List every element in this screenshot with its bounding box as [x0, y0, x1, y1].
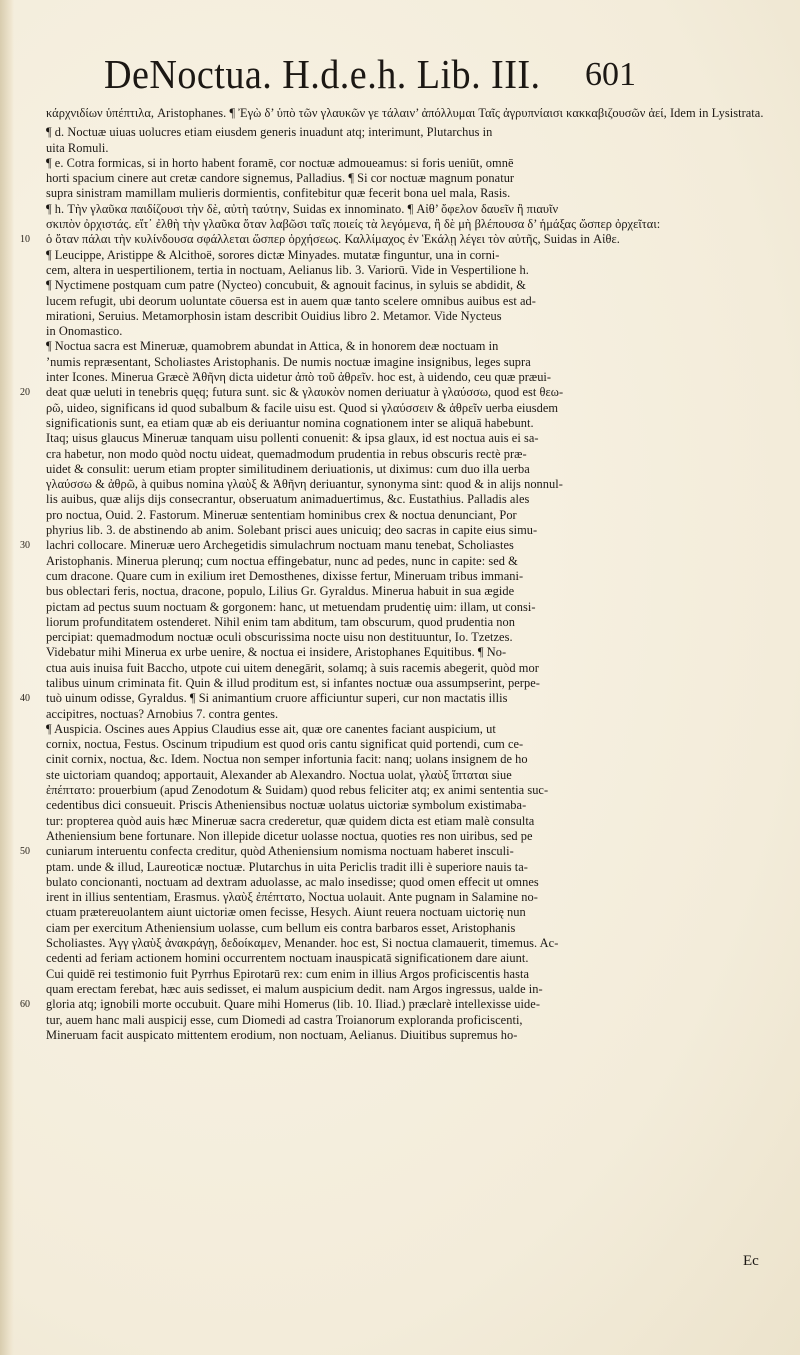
line-text: deat quæ ueluti in tenebris quęq; futura sunt. sic & γλαυκὸν nomen deriuatur à γλαύσσω, quod est θεω-: [46, 385, 564, 400]
line-text: cedenti ad feriam actionem homini occurrentem noctuam inauspicatā significationem dare aiunt.: [46, 951, 529, 966]
line-text: cornix, noctua, Festus. Oscinum tripudium est quod oris cantu significat quid portendi, cum ce-: [46, 737, 524, 752]
text-line: [20, 691, 780, 706]
line-text: gloria atq; ignobili morte occubuit. Quare mihi Homerus (lib. 10. Iliad.) præclarè intellexisse uide-: [46, 997, 541, 1012]
line-text: tuò uinum odisse, Gyraldus. ¶ Si animantium cruore afficiuntur superi, cur non mactatis illis: [46, 691, 508, 706]
text-line: [20, 600, 780, 615]
text-line: [20, 951, 780, 966]
text-line: [20, 202, 780, 217]
text-line: [20, 967, 780, 982]
text-line: [20, 401, 780, 416]
line-text: ctuam prætereuolantem aiunt uictoriæ omen fecisse, Hesych. Aiunt reuera noctuam uictorię nun: [46, 905, 526, 920]
text-line: [20, 263, 780, 278]
text-line: [20, 783, 780, 798]
text-line: [20, 1013, 780, 1028]
text-line: [20, 217, 780, 232]
text-line: [20, 707, 780, 722]
text-line: [20, 324, 780, 339]
text-line: [20, 508, 780, 523]
text-line: [20, 936, 780, 951]
line-text: ste uictoriam quandoq; apportauit, Alexander ab Alexandro. Noctua uolat, γλαὺξ ἵπταται siue: [46, 767, 512, 782]
margin-line-number: 30: [20, 540, 31, 552]
text-line: [20, 355, 780, 370]
line-text: ’numis repræsentant, Scholiastes Aristophanis. De numis noctuæ imagine insignibus, leges supra: [46, 354, 531, 369]
line-text: ἐπέπτατο: prouerbium (apud Zenodotum & Suidam) quod rebus feliciter atq; ex animi sententia suc-: [46, 783, 549, 798]
line-text: lachri collocare. Mineruæ uero Archegetidis simulachrum noctuam manu tenebat, Scholiastes: [46, 538, 514, 553]
text-line: [20, 860, 780, 875]
line-text: tur, auem hanc mali auspicij esse, cum Diomedi ad castra Troianorum exploranda proficiscenti,: [46, 1012, 523, 1027]
line-text: talibus uinum criminata fit. Quin & illud proditum est, si infantes noctuæ oua assumpserint, perpe-: [46, 675, 540, 690]
text-line: [20, 844, 780, 859]
line-text: cra habetur, non modo quòd noctu uideat, quemadmodum prudentia in rebus obscuris rectè præ-: [46, 446, 527, 461]
text-line: [20, 339, 780, 354]
text-line: [20, 248, 780, 263]
text-line: [20, 615, 780, 630]
text-line: [20, 997, 780, 1012]
line-text: lucem refugit, ubi deorum uoluntate cōuersa est in auem quæ tanto scelere omnibus auibus est ad-: [46, 293, 536, 308]
text-line: [20, 829, 780, 844]
line-text: irent in illius sententiam, Erasmus. γλαὺξ ἐπέπτατο, Noctua uolauit. Ante pugnam in Salamine no-: [46, 890, 538, 905]
text-line: [20, 584, 780, 599]
text-line: [20, 645, 780, 660]
text-line: [20, 462, 780, 477]
line-text: γλαύσσω & ἀθρῶ, à quibus nomina γλαὺξ & Ἀθῆνη deriuantur, synonyma sint: quod & in alijs nonnul-: [46, 477, 563, 492]
line-text: cinit cornix, noctua, &c. Idem. Noctua non semper infortunia facit: nanq; uolans insignem de ho: [46, 752, 528, 767]
text-line: [20, 921, 780, 936]
page-gutter-shadow: [0, 0, 14, 1355]
line-text: Mineruam facit auspicato mittentem erodium, non noctuam, Aelianus. Diuitibus supremus ho-: [46, 1027, 518, 1042]
text-line: [20, 186, 780, 201]
text-line: [20, 492, 780, 507]
line-text: ciam per exercitum Atheniensium uolasse, cum bellum eis contra barbaros esset, Aristophanis: [46, 920, 516, 935]
line-text: in Onomastico.: [46, 324, 123, 339]
line-text: liorum profunditatem ostenderet. Nihil enim tam abditum, tam obscurum, quod prudentia non: [46, 614, 516, 629]
text-line: [20, 156, 780, 171]
text-line: [20, 141, 780, 156]
text-line: [20, 385, 780, 400]
text-line: [20, 294, 780, 309]
line-text: cuniarum interuentu confecta creditur, quòd Atheniensium nomisma noctuam haberet insculi-: [46, 844, 514, 859]
text-line: [20, 1028, 780, 1043]
line-text: phyrius lib. 3. de abstinendo ab anim. Solebant prisci aues unicuiq; deo sacras in capite eius simu-: [46, 523, 538, 538]
text-line: [20, 630, 780, 645]
line-text: tur: propterea quòd auis hæc Mineruæ sacra crederetur, quæ quidem dicta est etiam malè consulta: [46, 813, 535, 828]
line-text: σκιπὸν ὀρχιστάς. εἴτ᾽ ἐλθὴ τὴν γλαῦκα ὅταν λαβῶσι ταῖς ποιείς τὰ λεγόμενα, ἢ δὲ μὴ βλέπουσα δ’ ἡμάξας ὥσπερ ὀρχεῖται:: [46, 217, 661, 232]
line-text: ¶ Noctua sacra est Mineruæ, quamobrem abundat in Attica, & in honorem deæ noctuam in: [46, 339, 499, 354]
margin-line-number: 50: [20, 846, 31, 858]
text-line: [20, 125, 780, 140]
line-text: ¶ h. Τὴν γλαῦκα παιδίζουσι τὴν δὲ, αὐτὴ ταύτην, Suidas ex innominato. ¶ Αἰθ’ ὄφελον δαυεῖν ἢ πιαυῖν: [46, 201, 559, 216]
text-line: [20, 106, 780, 121]
page-header: [104, 50, 664, 110]
text-line: [20, 171, 780, 186]
line-text: Cui quidē rei testimonio fuit Pyrrhus Epirotarū rex: cum enim in illius Argos proficiscentis hasta: [46, 966, 530, 981]
text-line: [20, 737, 780, 752]
text-line: [20, 890, 780, 905]
text-line: [20, 447, 780, 462]
line-text: uita Romuli.: [46, 140, 109, 155]
text-line: [20, 416, 780, 431]
line-text: ὁ ὅταν πάλαι τὴν κυλίνδουσα σφάλλεται ὥσπερ ὀρχήσεως. Καλλίμαχος ἐν Ἑκάλῃ λέγει τὸν αὐτῆς, Suidas in Αἰθε.: [46, 232, 620, 247]
page-number: 601: [585, 56, 636, 93]
text-line: [20, 477, 780, 492]
text-line: [20, 554, 780, 569]
line-text: cem, altera in uespertilionem, tertia in noctuam, Aelianus lib. 3. Variorū. Vide in Vespertilione h.: [46, 262, 529, 277]
catchword: Ec: [743, 1253, 759, 1269]
line-text: supra sinistram mamillam mulieris dormientis, confitebitur quæ fecerit bona uel mala, Rasis.: [46, 186, 511, 201]
text-line: [20, 431, 780, 446]
text-line: [20, 905, 780, 920]
running-title: DeNoctua. H.d.e.h. Lib. III.: [104, 51, 541, 97]
text-line: [20, 661, 780, 676]
line-text: Aristophanis. Minerua plerunq; cum noctua effingebatur, nunc ad pedes, nunc in capite: sed &: [46, 553, 518, 568]
line-text: mirationi, Seruius. Metamorphosin istam describit Ouidius libro 2. Metamor. Vide Nycteus: [46, 308, 502, 323]
margin-line-number: 60: [20, 999, 31, 1011]
line-text: significationis sunt, ea etiam quæ ab eis deriuantur nomina cognationem inter se aliquā habebunt.: [46, 415, 534, 430]
text-line: [20, 676, 780, 691]
line-text: cedentibus dici consueuit. Priscis Atheniensibus noctuæ uolatus uictoriæ symbolum existimaba-: [46, 798, 527, 813]
margin-line-number: 20: [20, 387, 31, 399]
line-text: ¶ Auspicia. Oscines aues Appius Claudius esse ait, quæ ore canentes faciant auspicium, ut: [46, 721, 496, 736]
text-line: [20, 875, 780, 890]
line-text: ¶ e. Cotra formicas, si in horto habent foramē, cor noctuæ admoueamus: si foris ueniūt, omnē: [46, 155, 514, 170]
text-line: [20, 982, 780, 997]
body-text: [20, 106, 780, 1043]
line-text: ρῶ, uideo, significans id quod subalbum & facile uisu est. Quod si γλαύσσειν & ἀθρεῖν uerba eiusdem: [46, 400, 559, 415]
line-text: ¶ Nyctimene postquam cum patre (Nycteo) concubuit, & agnouit facinus, in syluis se abdidit, &: [46, 278, 526, 293]
text-line: [20, 569, 780, 584]
line-text: lis auibus, quæ alijs dijs consecrantur, obseruatum animaduertimus, &c. Eustathius. Palladis ales: [46, 492, 530, 507]
line-text: κάρχνιδίων ὑπέπτιλα, Aristophanes. ¶ Ἐγὼ δ’ ὑπὸ τῶν γλαυκῶν γε τάλαιν’ ἀπόλλυμαι Ταῖς ἀγρυπνίαισι κακκαβιζουσῶν ἀεί, Idem in Lysistrata.: [46, 106, 764, 120]
line-text: ¶ Leucippe, Aristippe & Alcithoë, sorores dictæ Minyades. mutatæ finguntur, una in corni-: [46, 247, 500, 262]
line-text: bus oblectari feris, noctua, dracone, populo, Lilius Gr. Gyraldus. Minerua habuit in sua ægide: [46, 584, 515, 599]
line-text: percipiat: quemadmodum noctuæ oculi obscurissima nocte uisu non destituuntur, Io. Tzetzes.: [46, 630, 513, 645]
text-line: [20, 370, 780, 385]
line-text: pro noctua, Ouid. 2. Fastorum. Mineruæ sententiam hominibus crex & noctua denunciant, Por: [46, 507, 517, 522]
line-text: Videbatur mihi Minerua ex urbe uenire, & noctua ei insidere, Aristophanes Equitibus. ¶ No-: [46, 645, 507, 660]
line-text: ptam. unde & illud, Laureoticæ noctuæ. Plutarchus in uita Periclis tradit illi è superiore nauis ta-: [46, 859, 528, 874]
line-text: uidet & consulit: uerum etiam propter similitudinem deriuationis, ut diximus: cum duo illa uerba: [46, 461, 530, 476]
text-line: [20, 752, 780, 767]
text-line: [20, 798, 780, 813]
line-text: cum dracone. Quare cum in exilium iret Demosthenes, dixisse fertur, Mineruam tribus immani-: [46, 568, 524, 583]
text-line: [20, 722, 780, 737]
text-line: [20, 814, 780, 829]
text-line: [20, 309, 780, 324]
text-line: [20, 538, 780, 553]
text-line: [20, 768, 780, 783]
line-text: ¶ d. Noctuæ uiuas uolucres etiam eiusdem generis inuadunt atq; interimunt, Plutarchus in: [46, 125, 493, 140]
line-text: quam erectam ferebat, hæc auis sedisset, ei malum auspicium dedit. nam Argos ingressus, ualde in-: [46, 981, 543, 996]
line-text: accipitres, noctuas? Arnobius 7. contra gentes.: [46, 706, 279, 721]
line-text: inter Icones. Minerua Græcè Ἀθῆνη dicta uidetur ἀπὸ τοῦ ἀθρεῖν. hoc est, à uidendo, ceu quæ præui-: [46, 370, 552, 385]
text-line: [20, 232, 780, 247]
margin-line-number: 10: [20, 234, 31, 246]
line-text: bulato concionanti, noctuam ad dextram aduolasse, ac malo insedisse; quod omen effecit ut omnes: [46, 874, 539, 889]
line-text: Atheniensium bene fortunare. Non illepide dicetur uolasse noctua, quoties res non uiribus, sed pe: [46, 828, 533, 843]
line-text: Itaq; uisus glaucus Mineruæ tanquam uisu pollenti conuenit: & ipsa glaux, id est noctua auis ei sa-: [46, 431, 539, 446]
text-line: [20, 278, 780, 293]
text-line: [20, 523, 780, 538]
margin-line-number: 40: [20, 693, 31, 705]
line-text: Scholiastes. Ἀγγ γλαὺξ ἀνακράγῃ, δεδοίκαμεν, Menander. hoc est, Si noctua clamauerit, timemus. Ac-: [46, 936, 559, 951]
line-text: horti spacium cinere aut cretæ candore signemus, Palladius. ¶ Si cor noctuæ magnum ponatur: [46, 171, 515, 186]
line-text: pictam ad pectus suum noctuam & gorgonem: hanc, ut metuendam prudentię uim: illam, ut consi-: [46, 599, 536, 614]
line-text: ctua auis inuisa fuit Baccho, utpote cui uitem denegārit, solamq; à suis racemis abegerit, quòd mor: [46, 660, 539, 675]
